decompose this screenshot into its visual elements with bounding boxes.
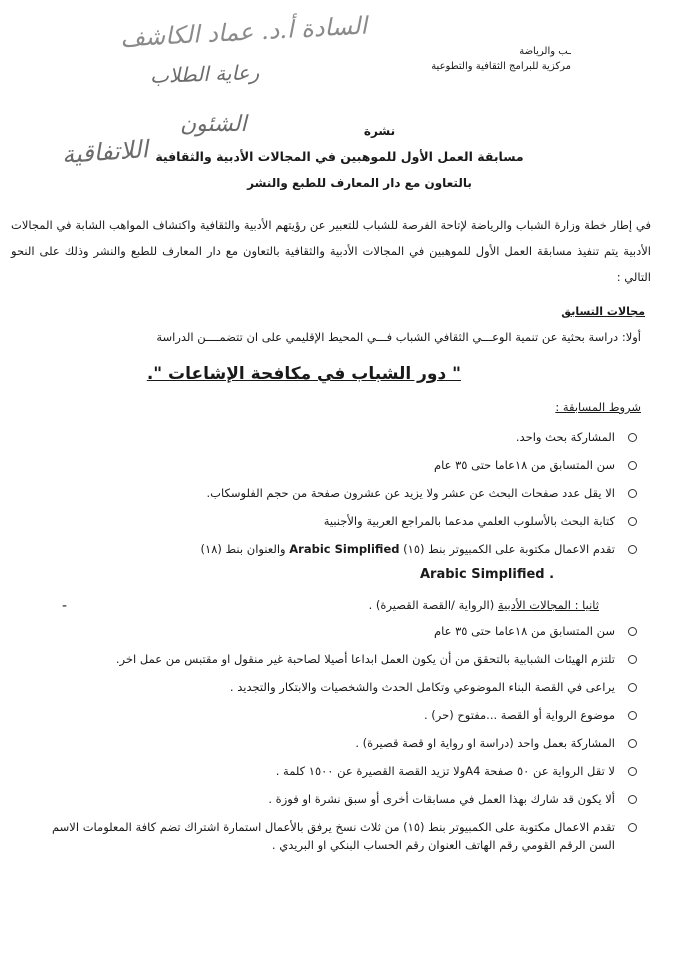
list-item: موضوع الرواية أو القصة ...مفتوح (حر) .	[23, 706, 643, 724]
conditions-list	[23, 428, 643, 568]
title-line-3: بالتعاون مع دار المعارف للطبع والنشر	[247, 176, 472, 190]
first-field-quote: " دور الشباب في مكافحة الإشاعات ".	[146, 364, 461, 384]
title-line-1: نشرة	[363, 124, 396, 138]
intro-paragraph: في إطار خطة وزارة الشباب والرياضة لإتاحة الفرصة للشباب للتعبير عن رؤيتهم الأدبية والثقافية واكتشاف المواهب الشابة في المجالات الأدبية يتم تنفيذ مسابقة العمل الأول للموهبين في المجالات الأدبية والثقافية بالتعاون مع دار المعارف للطبع والنشر وذلك على النحو التالي :	[11, 218, 651, 284]
second-field-heading	[369, 598, 599, 612]
second-conditions-list	[23, 622, 643, 864]
font-name: Arabic Simplified	[289, 542, 400, 556]
list-item: سن المتسابق من ١٨عاما حتى ٣٥ عام	[23, 622, 643, 640]
list-item: المشاركة بحث واحد.	[23, 428, 643, 446]
list-item: لا تقل الرواية عن ٥٠ صفحة A4ولا تزيد القصة القصيرة عن ١٥٠٠ كلمة .	[23, 762, 643, 780]
handwritten-addressee: السادة أ.د. عماد الكاشف	[119, 11, 368, 53]
list-item: تقدم الاعمال مكتوبة على الكمبيوتر بنط (١٥) من ثلاث نسخ يرفق بالأعمال استمارة اشتراك تضم كافة المعلومات الاسم السن الرقم القومي رقم الهاتف العنوان رقم الحساب البنكي او البريدي .	[23, 818, 643, 854]
ministry-header	[431, 44, 571, 74]
title-line-2: مسابقة العمل الأول للموهبين في المجالات الأدبية والثقافية	[155, 149, 524, 164]
list-item: يراعى في القصة البناء الموضوعي وتكامل الحدث والشخصيات والابتكار والتجديد .	[23, 678, 643, 696]
dash-marker: -	[62, 598, 68, 614]
list-item: المشاركة بعمل واحد (دراسة او رواية او قصة قصيرة) .	[23, 734, 643, 752]
ministry-line-1: ـب والرياضة	[519, 46, 571, 57]
conditions-heading: شروط المسابقة :	[555, 400, 641, 414]
handwritten-note-2: الشئون	[180, 112, 247, 137]
competition-fields-heading: مجالات التسابق	[561, 305, 645, 318]
list-item: كتابة البحث بالأسلوب العلمي مدعما بالمراجع العربية والأجنبية	[23, 512, 643, 530]
first-field-text: أولا: دراسة بحثية عن تنمية الوعـــي الثقافي الشباب فـــي المحيط الإقليمي على ان تتضمــــن الدراسة	[156, 330, 641, 344]
list-item: سن المتسابق من ١٨عاما حتى ٣٥ عام	[23, 456, 643, 474]
handwritten-note-3: اللاتفاقية	[61, 135, 149, 169]
list-item: تلتزم الهيئات الشبابية بالتحقق من أن يكون العمل ابداعا أصيلا لصاحبة غير منقول او مقتبس من عمل اخر.	[23, 650, 643, 668]
list-item: ألا يكون قد شارك بهذا العمل في مسابقات أخرى أو سبق نشرة او فوزة .	[23, 790, 643, 808]
document-title	[0, 118, 679, 196]
handwritten-note-1: رعاية الطلاب	[149, 60, 260, 88]
title-size-text: والعنوان بنط (١٨)	[200, 542, 286, 556]
second-field-rest: (الرواية /القصة القصيرة) .	[368, 598, 495, 612]
list-item: تقدم الاعمال مكتوبة على الكمبيوتر بنط (١٥) Arabic Simplified والعنوان بنط (١٨)	[23, 540, 643, 558]
font-name-line: Arabic Simplified .	[420, 567, 555, 582]
list-item: الا يقل عدد صفحات البحث عن عشر ولا يزيد عن عشرون صفحة من حجم الفلوسكاب.	[23, 484, 643, 502]
ministry-line-2: مركزية للبرامج الثقافية والتطوعية	[431, 61, 571, 72]
second-field-label: ثانيا : المجالات الأدبية	[497, 598, 599, 612]
